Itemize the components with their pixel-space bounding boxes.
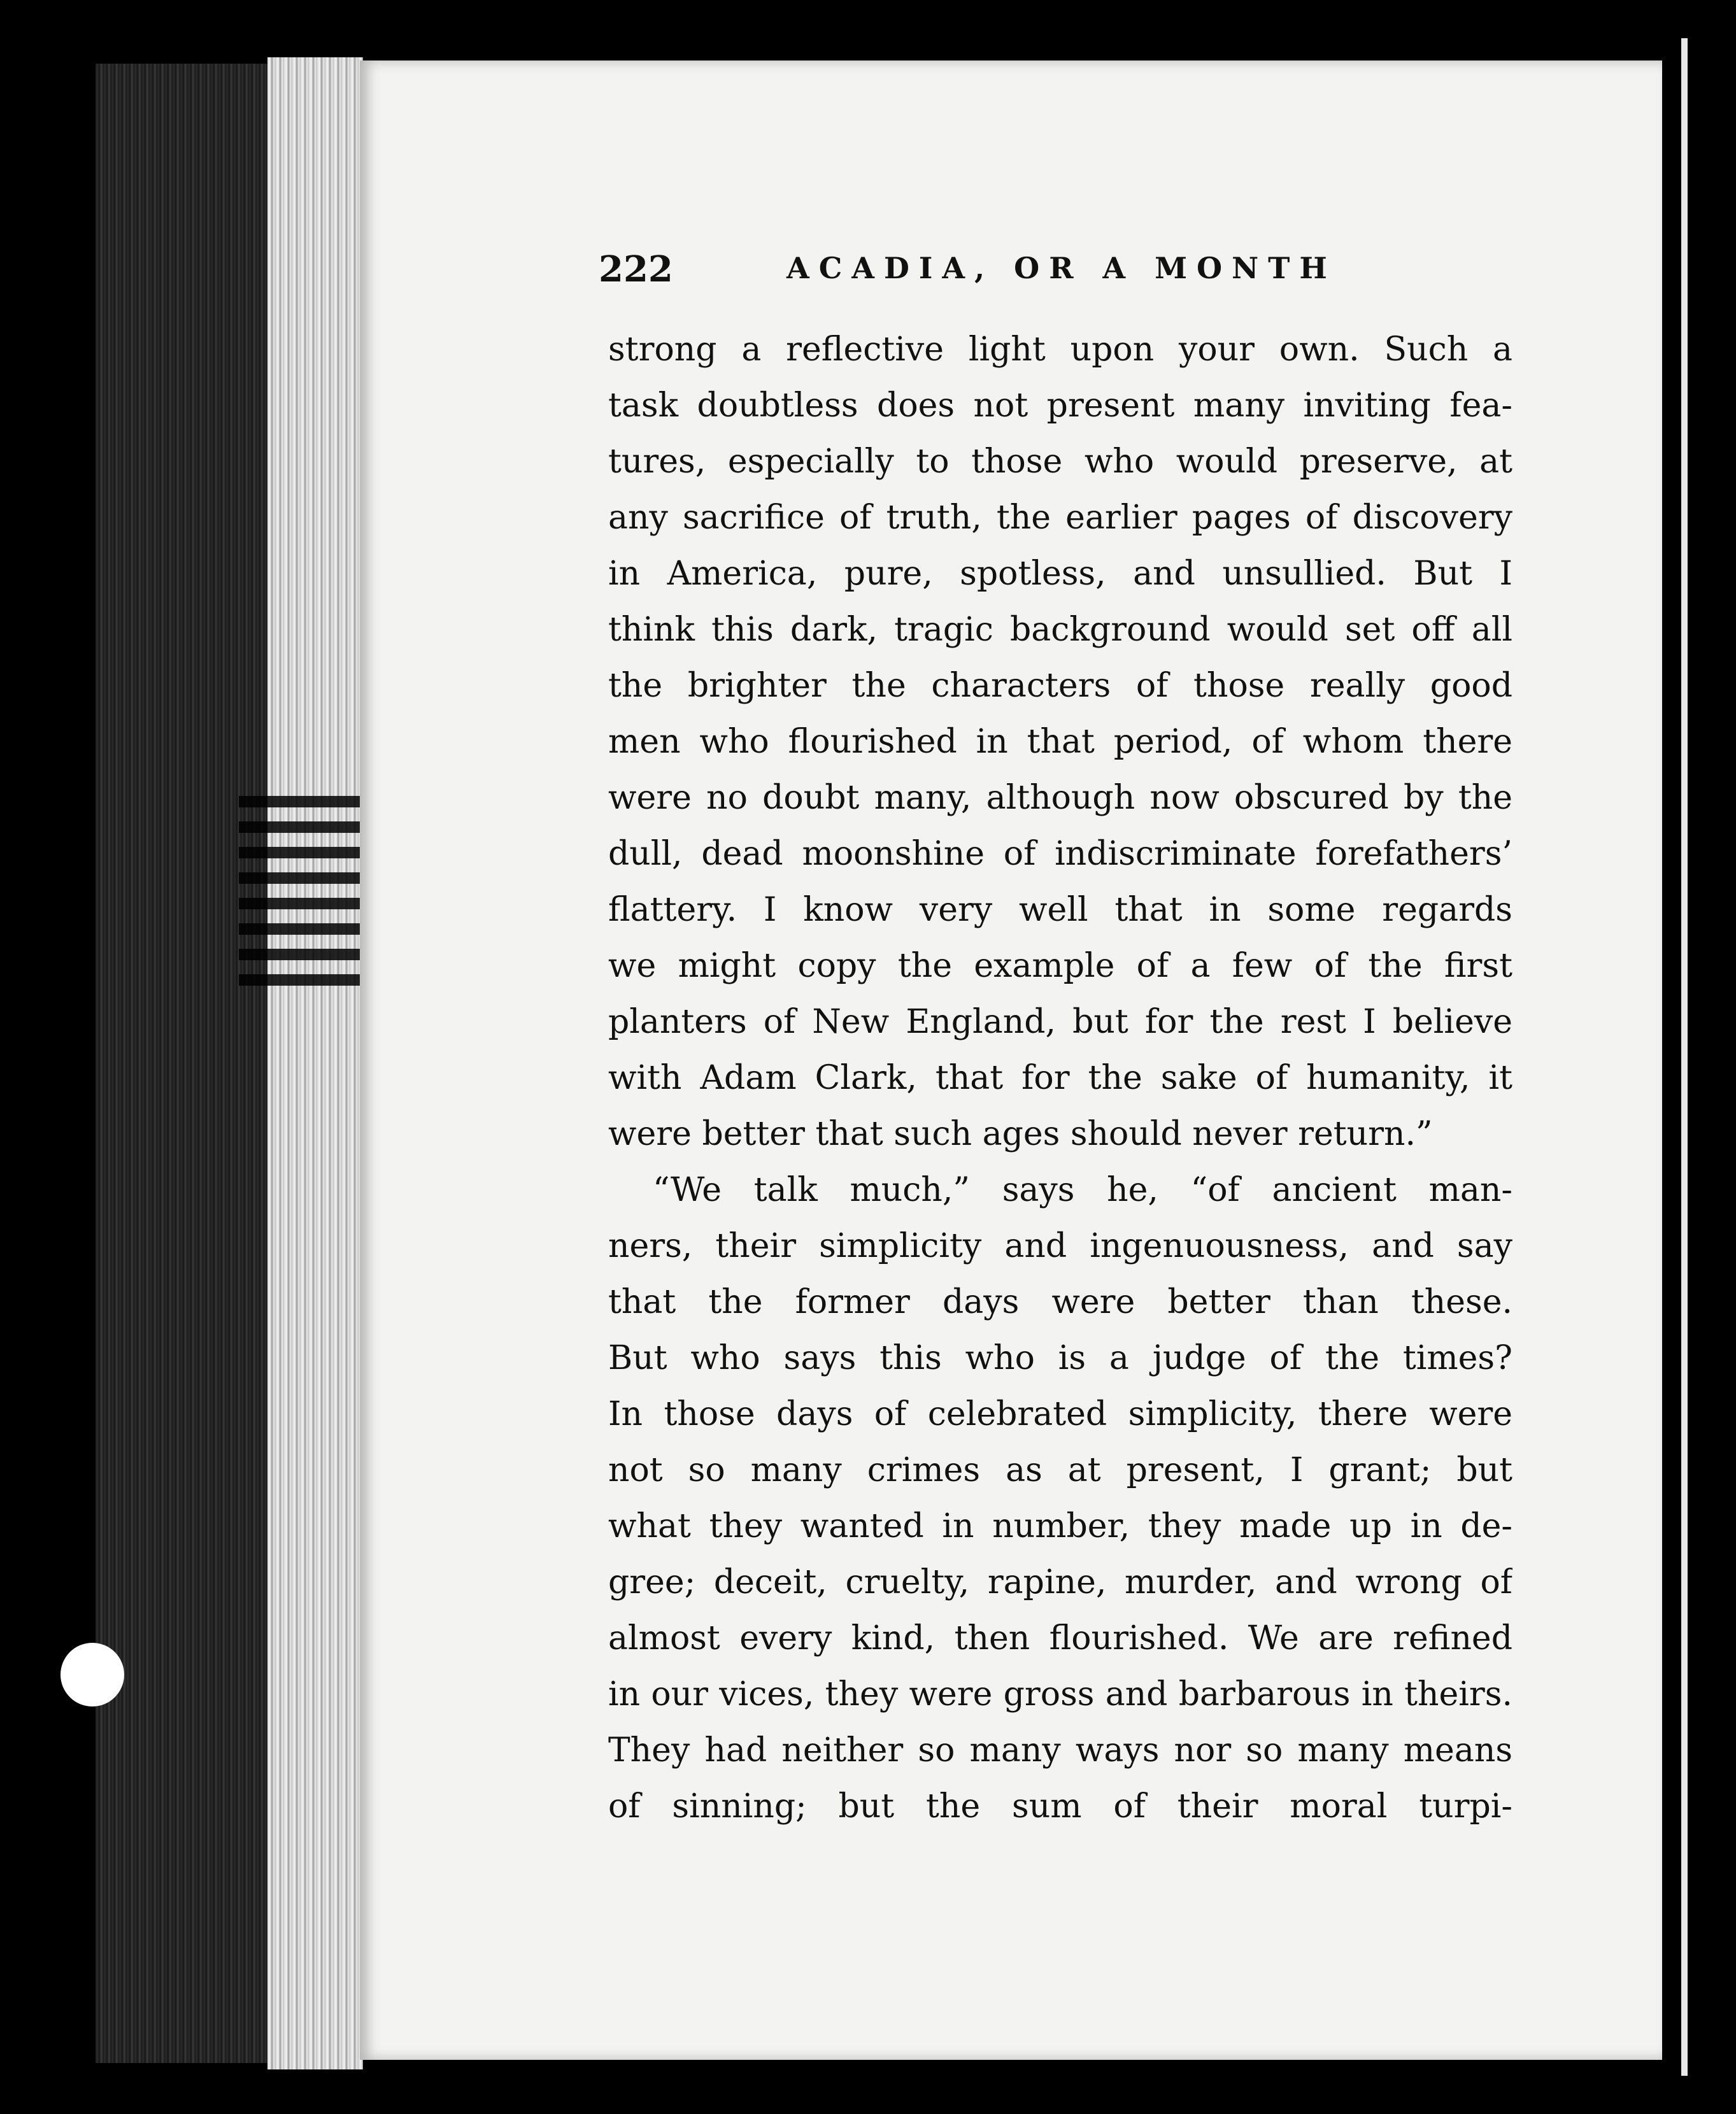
text-line: task doubtless does not present many inviting fea-	[608, 387, 1512, 425]
text-line: the brighter the characters of those really good	[608, 667, 1512, 705]
text-line: any sacrifice of truth, the earlier pages of discovery	[608, 499, 1512, 537]
text-line: of sinning; but the sum of their moral turpi-	[608, 1787, 1512, 1826]
text-line: with Adam Clark, that for the sake of humanity, it	[608, 1059, 1512, 1097]
text-line: But who says this who is a judge of the times?	[608, 1339, 1512, 1377]
text-line: in America, pure, spotless, and unsullied. But I	[608, 555, 1512, 593]
text-line: They had neither so many ways nor so many means	[608, 1731, 1512, 1770]
text-line: were better that such ages should never return.”	[608, 1115, 1433, 1153]
body-text	[608, 322, 1512, 1834]
text-line: tures, especially to those who would preserve, at	[608, 443, 1512, 481]
text-line: were no doubt many, although now obscured by the	[608, 779, 1512, 817]
paper-hole	[60, 1643, 124, 1706]
text-line: men who flourished in that period, of whom there	[608, 723, 1512, 761]
edge-ink-mark	[239, 796, 366, 987]
text-line: gree; deceit, cruelty, rapine, murder, and wrong of	[608, 1563, 1512, 1601]
text-line: almost every kind, then flourished. We are refined	[608, 1619, 1512, 1657]
running-head: ACADIA, OR A MONTH	[786, 251, 1337, 285]
text-line: that the former days were better than these.	[608, 1283, 1512, 1321]
text-line: In those days of celebrated simplicity, there were	[608, 1395, 1512, 1433]
page-header	[599, 248, 1554, 299]
text-line: strong a reflective light upon your own. Such a	[608, 330, 1512, 369]
text-line: think this dark, tragic background would set off all	[608, 611, 1512, 649]
text-line: not so many crimes as at present, I grant; but	[608, 1451, 1512, 1489]
text-line: planters of New England, but for the rest I believe	[608, 1003, 1512, 1041]
facing-page-edge	[1681, 38, 1736, 2076]
text-line: dull, dead moonshine of indiscriminate forefathers’	[608, 835, 1512, 873]
text-line: what they wanted in number, they made up in de-	[608, 1507, 1512, 1545]
page-number: 222	[599, 248, 673, 290]
text-line: flattery. I know very well that in some regards	[608, 891, 1512, 929]
text-line: we might copy the example of a few of the first	[608, 947, 1512, 985]
text-line: “We talk much,” says he, “of ancient man-	[653, 1171, 1512, 1209]
book-page-edges-light	[267, 57, 363, 2069]
text-line: ners, their simplicity and ingenuousness, and say	[608, 1227, 1512, 1265]
text-line: in our vices, they were gross and barbarous in theirs.	[608, 1675, 1512, 1713]
